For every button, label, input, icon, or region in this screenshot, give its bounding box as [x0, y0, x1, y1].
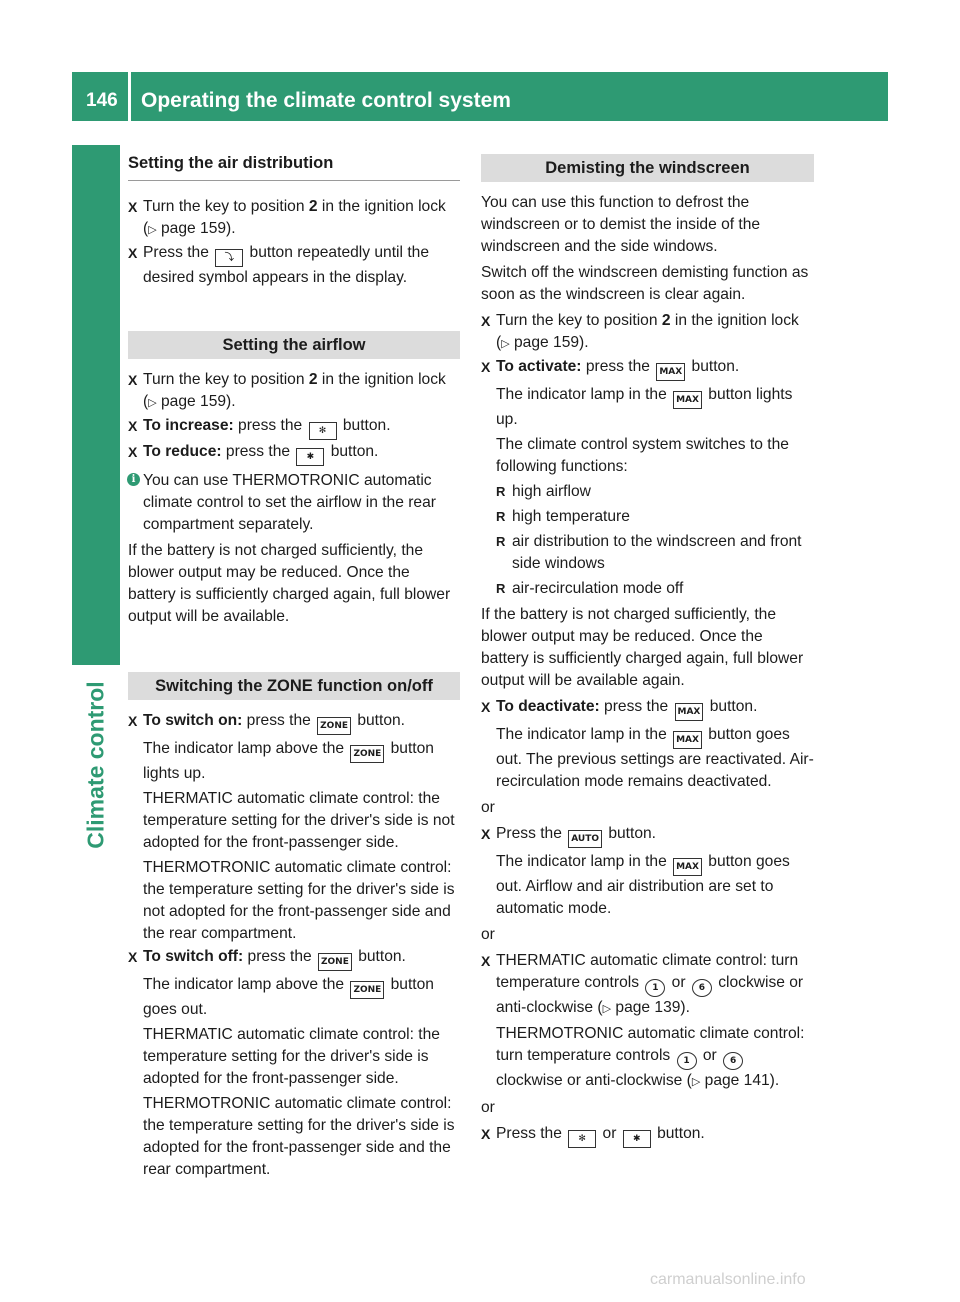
- list-item: R air-recirculation mode off: [481, 578, 814, 600]
- step-marker: X: [481, 313, 491, 329]
- header-divider: [128, 72, 131, 121]
- step-marker: X: [128, 444, 138, 460]
- zone-button-icon: ZONE: [350, 981, 384, 999]
- side-tab: [72, 665, 120, 865]
- control-6-icon: 6: [723, 1052, 743, 1070]
- page-ref-icon: ▷: [148, 397, 157, 409]
- bullet-marker: R: [496, 581, 506, 596]
- step: X Press the ⤵ button repeatedly until the desired symbol appears in the display.: [128, 244, 429, 286]
- auto-button-icon: AUTO: [568, 830, 602, 848]
- step: X To switch off: press the ZONE button. The indicator lamp above the ZONE button goes out. THERMATIC automatic climate control: the temperature setting for the driver's side is adopted for the front-passenger side. THERMOTRONIC automatic climate control: the temperature setting for the driver's side is adopted for the front-passenger side and the rear compartment.: [128, 948, 455, 1178]
- list-item: R air distribution to the windscreen and front side windows: [496, 533, 802, 572]
- step-marker: X: [481, 1126, 491, 1142]
- page-number: 146: [86, 90, 118, 111]
- step-marker: X: [128, 372, 138, 388]
- zone-button-icon: ZONE: [318, 953, 352, 971]
- paragraph: You can use this function to defrost the windscreen or to demist the inside of the windscreen and the side windows.: [481, 194, 761, 255]
- or-label: or: [481, 1099, 495, 1116]
- fan-up-button-icon: ✻: [568, 1130, 596, 1148]
- zone-button-icon: ZONE: [350, 745, 384, 763]
- max-defrost-button-icon: MAX: [673, 731, 702, 749]
- section-title-airflow: Setting the airflow: [128, 331, 460, 359]
- or-label: or: [481, 799, 495, 816]
- page-title: Operating the climate control system: [141, 89, 511, 112]
- control-1-icon: 1: [677, 1052, 697, 1070]
- step-marker: X: [128, 713, 138, 729]
- step: X Turn the key to position 2 in the ignition lock (▷ page 159).: [128, 371, 446, 410]
- page-ref-icon: ▷: [148, 224, 157, 236]
- bullet-marker: R: [496, 534, 506, 549]
- step: X To increase: press the ✻ button.: [128, 415, 460, 440]
- step: X Turn the key to position 2 in the ignition lock (▷ page 159).: [128, 198, 446, 237]
- max-defrost-button-icon: MAX: [673, 391, 702, 409]
- step-marker: X: [128, 245, 138, 261]
- section-title-air-distribution: Setting the air distribution: [128, 152, 460, 181]
- fan-down-button-icon: ✱: [296, 448, 324, 466]
- paragraph: If the battery is not charged sufficiently, the blower output may be reduced. Once the battery is sufficiently charged again, full blower output will be available again.: [481, 606, 804, 689]
- step-marker: X: [128, 418, 138, 434]
- right-column: [481, 148, 814, 1149]
- bullet-marker: R: [496, 484, 506, 499]
- side-tab-block: [72, 145, 120, 665]
- step-marker: X: [128, 949, 138, 965]
- info-note: i You can use THERMOTRONIC automatic climate control to set the airflow in the rear compartment separately.: [128, 470, 460, 536]
- max-defrost-button-icon: MAX: [656, 363, 685, 381]
- page-ref-icon: ▷: [691, 1076, 701, 1088]
- max-defrost-button-icon: MAX: [675, 703, 704, 721]
- list-item: R high temperature: [481, 506, 814, 528]
- watermark: carmanualsonline.info: [650, 1271, 806, 1288]
- control-6-icon: 6: [692, 979, 712, 997]
- left-column: [128, 148, 460, 1182]
- list-item: R high airflow: [481, 481, 814, 503]
- paragraph: If the battery is not charged sufficiently, the blower output may be reduced. Once the battery is sufficiently charged again, full blower output will be available.: [128, 542, 451, 625]
- bullet-marker: R: [496, 509, 506, 524]
- step-marker: X: [128, 199, 138, 215]
- step-marker: X: [481, 826, 491, 842]
- fan-down-button-icon: ✱: [623, 1130, 651, 1148]
- page-ref-icon: ▷: [602, 1003, 612, 1015]
- step: X To activate: press the MAX button. The indicator lamp in the MAX button lights up. The climate control system switches to the following functions:: [481, 358, 793, 475]
- fan-up-button-icon: ✻: [309, 422, 337, 440]
- header-bar: [72, 72, 888, 121]
- info-icon: i: [127, 473, 140, 486]
- step-marker: X: [481, 699, 491, 715]
- step: X To switch on: press the ZONE button. The indicator lamp above the ZONE button lights up. THERMATIC automatic climate control: the temperature setting for the driver's side is not adopted for the front-passenger side. THERMOTRONIC automatic climate control: the temperature setting for the driver's side is not adopted for the front-passenger side and the rear compartment.: [128, 712, 455, 942]
- step: X To deactivate: press the MAX button. The indicator lamp in the MAX button goes out. The previous settings are reactivated. Air-recirculation mode remains deactivated.: [481, 698, 814, 790]
- control-1-icon: 1: [645, 979, 665, 997]
- or-label: or: [481, 926, 495, 943]
- step: X To reduce: press the ✱ button.: [128, 441, 460, 466]
- zone-button-icon: ZONE: [317, 717, 351, 735]
- step: X Press the ✻ or ✱ button.: [481, 1123, 814, 1148]
- air-distribution-button-icon: ⤵: [215, 249, 243, 267]
- step: X THERMATIC automatic climate control: turn temperature controls 1 or 6 clockwise or anti-clockwise (▷ page 139). THERMOTRONIC automatic climate control: turn temperature controls 1 or 6 clockwise or anti-clockwise (▷ page 141).: [481, 952, 805, 1089]
- step: X Turn the key to position 2 in the ignition lock (▷ page 159).: [481, 312, 799, 351]
- section-title-demisting: Demisting the windscreen: [481, 154, 814, 182]
- max-defrost-button-icon: MAX: [673, 858, 702, 876]
- step: X Press the AUTO button. The indicator lamp in the MAX button goes out. Airflow and air distribution are set to automatic mode.: [481, 825, 790, 917]
- side-tab-label: Climate control: [82, 681, 109, 849]
- section-title-zone: Switching the ZONE function on/off: [128, 672, 460, 700]
- step-marker: X: [481, 953, 491, 969]
- paragraph: Switch off the windscreen demisting function as soon as the windscreen is clear again.: [481, 264, 809, 303]
- page-ref-icon: ▷: [501, 338, 510, 350]
- step-marker: X: [481, 359, 491, 375]
